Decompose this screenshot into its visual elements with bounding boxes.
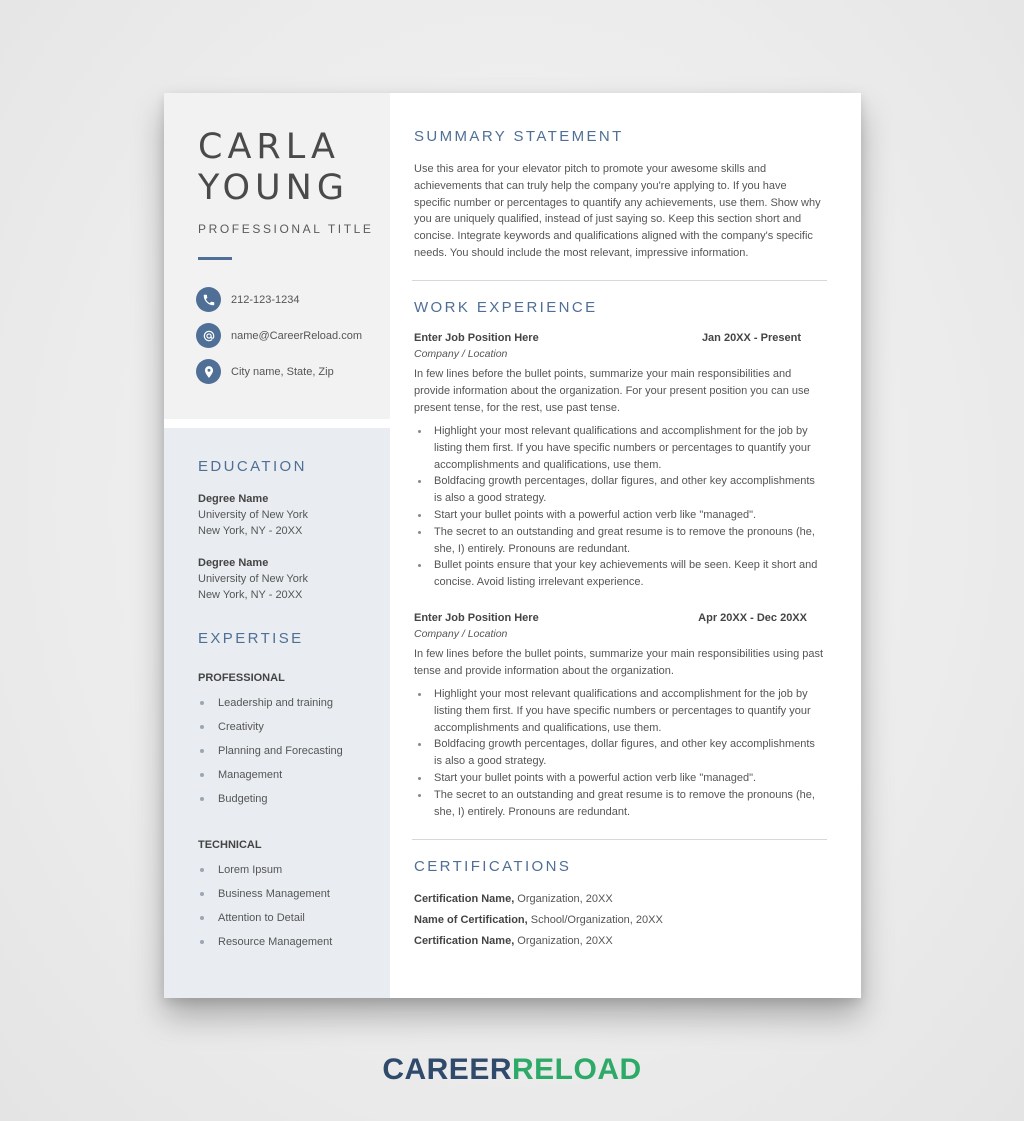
- phone-icon: [196, 287, 221, 312]
- skill-item: Business Management: [198, 886, 332, 910]
- skill-item: Leadership and training: [198, 695, 343, 719]
- phone-text: 212-123-1234: [231, 293, 300, 306]
- professional-title: PROFESSIONAL TITLE: [198, 222, 374, 236]
- brand-logo-part2: RELOAD: [512, 1053, 642, 1086]
- degree-name: Degree Name: [198, 493, 269, 505]
- professional-skills-heading: PROFESSIONAL: [198, 672, 285, 684]
- job-bullets: [414, 686, 824, 820]
- job-position: Enter Job Position Here: [414, 332, 539, 344]
- first-name: CARLA: [198, 127, 340, 167]
- job-company: Company / Location: [414, 628, 508, 640]
- education-heading: EDUCATION: [198, 458, 307, 475]
- section-divider: [412, 839, 827, 840]
- job-dates: Apr 20XX - Dec 20XX: [698, 612, 807, 624]
- bullet-item: Start your bullet points with a powerful action verb like "managed".: [414, 507, 824, 524]
- summary-heading: SUMMARY STATEMENT: [414, 128, 624, 145]
- bullet-item: Bullet points ensure that your key achievements will be seen. Keep it short and concise. Avoid listing irrelevant experience.: [414, 557, 824, 591]
- skill-item: Budgeting: [198, 791, 343, 815]
- bullet-item: Boldfacing growth percentages, dollar figures, and other key accomplishments is also a good strategy.: [414, 736, 824, 770]
- at-icon: [196, 323, 221, 348]
- map-pin-icon: [196, 359, 221, 384]
- job-header: [414, 332, 799, 344]
- job-position: Enter Job Position Here: [414, 612, 539, 624]
- certification-name: Certification Name,: [414, 893, 515, 905]
- technical-skills-list: [198, 862, 332, 958]
- bullet-item: The secret to an outstanding and great resume is to remove the pronouns (he, she, I) entirely. Pronouns are redundant.: [414, 787, 824, 821]
- brand-logo-part1: CAREER: [382, 1053, 512, 1086]
- degree-name: Degree Name: [198, 557, 269, 569]
- technical-skills-heading: TECHNICAL: [198, 839, 262, 851]
- school-name: University of New York: [198, 509, 309, 521]
- job-header: [414, 612, 807, 624]
- bullet-item: Boldfacing growth percentages, dollar figures, and other key accomplishments is also a good strategy.: [414, 473, 824, 507]
- education-entry: [198, 555, 308, 603]
- bullet-item: Highlight your most relevant qualifications and accomplishment for the job by listing them first. If you have specific numbers or percentages to quantify your accomplishments and qualifications, use them.: [414, 686, 824, 736]
- email-text: name@CareerReload.com: [231, 329, 363, 342]
- job-intro: In few lines before the bullet points, summarize your main responsibilities using past tense and provide information about the organization.: [414, 648, 824, 677]
- certification-item: [414, 893, 613, 905]
- contact-phone: [196, 287, 300, 312]
- summary-text: Use this area for your elevator pitch to promote your awesome skills and achievements that can truly help the company you're applying to. If you have specific number or percentages to quantify any achievements, use them. Show why you are uniquely qualified, instead of just saying so. Keep this section short and concise. Integrate keywords and qualifications aligned with the company's specific needs. You should include the most relevant, impressive information.: [414, 163, 821, 259]
- skill-item: Lorem Ipsum: [198, 862, 332, 886]
- skill-item: Attention to Detail: [198, 910, 332, 934]
- job-dates: Jan 20XX - Present: [701, 332, 801, 344]
- resume-sheet: [164, 93, 861, 998]
- skill-item: Resource Management: [198, 934, 332, 958]
- job-intro: In few lines before the bullet points, summarize your main responsibilities and provide information about the organization. For your present position you can use present tense, for the rest, use past tense.: [414, 368, 810, 414]
- bullet-item: Start your bullet points with a powerful action verb like "managed".: [414, 770, 824, 787]
- expertise-heading: EXPERTISE: [198, 630, 304, 647]
- brand-logo: [0, 1053, 1024, 1087]
- bullet-item: Highlight your most relevant qualifications and accomplishment for the job by listing them first. If you have specific numbers or percentages to quantify your accomplishments and qualifications, use them.: [414, 423, 824, 473]
- skill-item: Management: [198, 767, 343, 791]
- professional-skills-list: [198, 695, 343, 815]
- certification-item: [414, 935, 613, 947]
- certification-item: [414, 914, 663, 926]
- certification-detail: School/Organization, 20XX: [527, 914, 663, 926]
- contact-location: [196, 359, 334, 384]
- certification-detail: Organization, 20XX: [514, 893, 613, 905]
- last-name: YOUNG: [198, 168, 349, 208]
- skill-item: Planning and Forecasting: [198, 743, 343, 767]
- skill-item: Creativity: [198, 719, 343, 743]
- section-divider: [412, 280, 827, 281]
- location-text: City name, State, Zip: [231, 365, 334, 378]
- contact-email: [196, 323, 362, 348]
- candidate-name: [198, 127, 349, 209]
- certification-name: Certification Name,: [414, 935, 515, 947]
- school-place-year: New York, NY - 20XX: [198, 525, 303, 537]
- education-entry: [198, 491, 308, 539]
- certification-name: Name of Certification,: [414, 914, 528, 926]
- job-company: Company / Location: [414, 348, 508, 360]
- school-place-year: New York, NY - 20XX: [198, 589, 303, 601]
- work-experience-heading: WORK EXPERIENCE: [414, 299, 598, 316]
- school-name: University of New York: [198, 573, 309, 585]
- bullet-item: The secret to an outstanding and great resume is to remove the pronouns (he, she, I) entirely. Pronouns are redundant.: [414, 524, 824, 558]
- accent-divider: [198, 257, 232, 260]
- certifications-heading: CERTIFICATIONS: [414, 858, 572, 875]
- certification-detail: Organization, 20XX: [514, 935, 613, 947]
- job-bullets: [414, 423, 824, 591]
